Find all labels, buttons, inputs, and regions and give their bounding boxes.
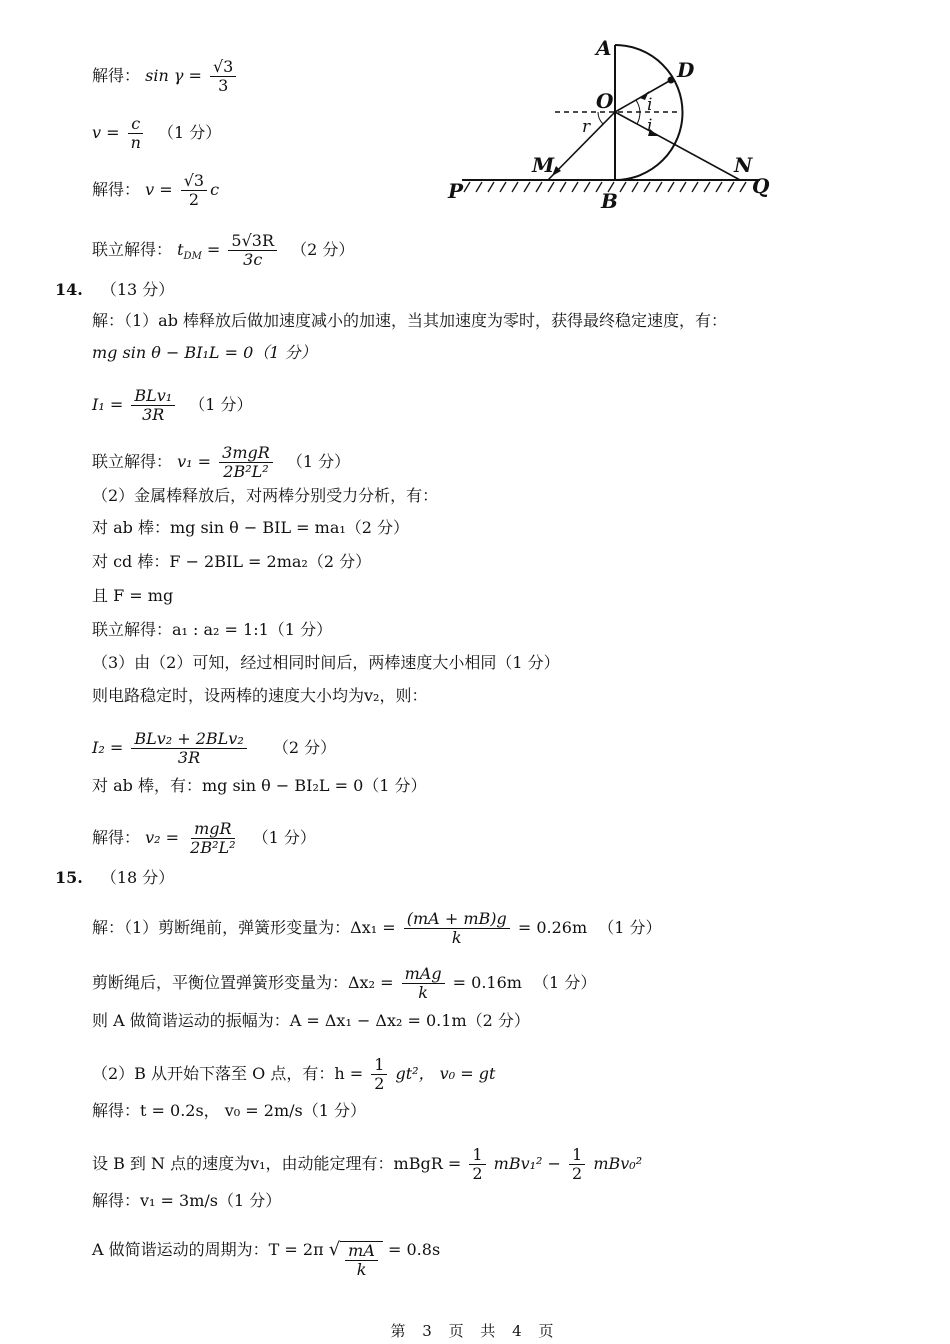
- label-m: M: [532, 153, 555, 177]
- q14-line-13: 对 ab 棒，有：mg sin θ − BI₂L = 0（1 分）: [92, 776, 427, 795]
- label-i-lower: i: [647, 116, 653, 136]
- question-14-header: 14. （13 分）: [55, 280, 175, 299]
- q14-line-4: 联立解得： v₁ = $\frac{\text{3mgR}}{\text{2B²L²}}$ （1 分）: [92, 443, 351, 481]
- q15-line-2: 剪断绳后，平衡位置弹簧形变量为：Δx₂ = $\frac{\text{mAg}}{k}$ = 0.16m （1 分）: [92, 964, 597, 1002]
- page-footer: 第 3 页 共 4 页: [390, 1322, 560, 1340]
- question-15-header: 15. （18 分）: [55, 868, 175, 887]
- label-a: A: [596, 36, 612, 60]
- q14-line-12: I₂ = $\frac{\text{BLv₂ + 2BLv₂}}{3R}$ （2 分）: [92, 729, 337, 767]
- q14-line-6: 对 ab 棒：mg sin θ − BIL = ma₁（2 分）: [92, 518, 410, 537]
- q15-line-6: 设 B 到 N 点的速度为v₁，由动能定理有：mBgR = $\frac{1}{2}$ mBv₁² − $\frac{1}{2}$ mBv₀²: [92, 1145, 643, 1183]
- label-q: Q: [752, 174, 770, 198]
- q15-line-8: A 做简谐运动的周期为：T = 2π √ $\frac{mA}{k}$ = 0.8s: [92, 1239, 441, 1279]
- label-i-upper: i: [647, 95, 653, 115]
- q15-line-1: 解：（1）剪断绳前，弹簧形变量为：Δx₁ = $\frac{(mA + mB)g}{k}$ = 0.26m （1 分）: [92, 909, 662, 947]
- q14-line-8: 且 F = mg: [92, 586, 174, 605]
- q14-line-3: I₁ = $\frac{\text{BLv₁}}{3R}$ （1 分）: [92, 386, 253, 424]
- sin-gamma-line: 解得： sin γ = $\frac{√3}{3}$: [92, 58, 239, 95]
- optics-diagram: [440, 30, 780, 215]
- angle-i-upper: [636, 100, 640, 112]
- q15-line-3: 则 A 做简谐运动的振幅为：A = Δx₁ − Δx₂ = 0.1m（2 分）: [92, 1011, 530, 1030]
- label-p: P: [448, 179, 464, 203]
- label-b: B: [601, 189, 618, 213]
- angle-r: [598, 112, 603, 124]
- ray-on: [615, 112, 740, 180]
- q14-line-10: （3）由（2）可知，经过相同时间后，两棒速度大小相同（1 分）: [92, 653, 560, 672]
- q15-line-5: 解得：t = 0.2s， v₀ = 2m/s（1 分）: [92, 1101, 367, 1120]
- v-result-line: 解得： v = $\frac{√3}{2}$ c: [92, 171, 220, 209]
- q15-line-7: 解得：v₁ = 3m/s（1 分）: [92, 1191, 282, 1210]
- q14-line-1: 解：（1）ab 棒释放后做加速度减小的加速，当其加速度为零时，获得最终稳定速度，有：: [92, 311, 728, 330]
- q14-line-5: （2）金属棒释放后，对两棒分别受力分析，有：: [92, 486, 439, 505]
- q14-line-2: mg sin θ − BI₁L = 0（1 分）: [92, 343, 317, 362]
- t-dm-line: 联立解得： $t_{DM}$ = $\frac{5√3R}{3c}$ （2 分）: [92, 231, 355, 269]
- q14-line-7: 对 cd 棒：F − 2BIL = 2ma₂（2 分）: [92, 552, 372, 571]
- q15-line-4: （2）B 从开始下落至 O 点，有：h = $\frac{1}{2}$ gt²， v₀ = gt: [92, 1055, 496, 1093]
- q14-line-9: 联立解得：a₁ : a₂ = 1:1（1 分）: [92, 620, 333, 639]
- label-d: D: [677, 58, 695, 82]
- q14-line-14: 解得： v₂ = $\frac{\text{mgR}}{\text{2B²L²}}$ （1 分）: [92, 819, 316, 857]
- v-equation-line: v = $\frac{c}{n}$ （1 分）: [92, 114, 222, 152]
- label-o: O: [596, 89, 614, 113]
- angle-i-lower: [637, 112, 640, 124]
- label-n: N: [734, 153, 753, 177]
- q14-line-11: 则电路稳定时，设两棒的速度大小均为v₂，则：: [92, 686, 428, 705]
- label-r: r: [582, 117, 591, 137]
